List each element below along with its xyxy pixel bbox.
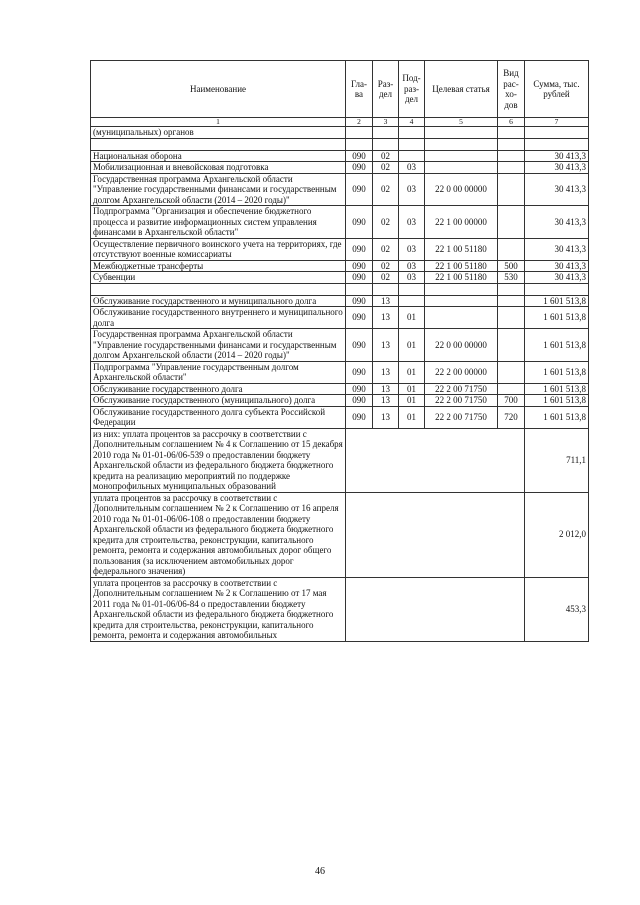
empty-cell xyxy=(346,492,525,577)
row-subsection: 03 xyxy=(399,260,425,272)
row-expense-type: 720 xyxy=(498,406,525,428)
row-chapter: 090 xyxy=(346,329,373,362)
row-chapter: 090 xyxy=(346,272,373,284)
empty-cell xyxy=(498,138,525,150)
index-cell: 2 xyxy=(346,118,373,127)
empty-cell xyxy=(399,127,425,139)
row-sum: 30 413,3 xyxy=(525,272,589,284)
row-section: 13 xyxy=(373,307,399,329)
row-name: Государственная программа Архангельской области "Управление государственными финансами и государственным долгом Архангельской области (2014 – 2020 годы)" xyxy=(91,329,346,362)
empty-cell xyxy=(373,283,399,295)
row-name: Обслуживание государственного внутреннего и муниципального долга xyxy=(91,307,346,329)
empty-cell xyxy=(399,283,425,295)
spacer-row xyxy=(91,138,589,150)
header-expense-type: Вид рас-хо-дов xyxy=(498,61,525,118)
index-cell: 1 xyxy=(91,118,346,127)
table-row xyxy=(91,162,589,174)
index-row xyxy=(91,118,589,127)
empty-cell xyxy=(346,577,525,641)
sub-item-sum: 453,3 xyxy=(525,577,589,641)
row-section: 02 xyxy=(373,238,399,260)
empty-cell xyxy=(346,138,373,150)
row-target-article: 22 2 00 71750 xyxy=(425,383,498,395)
row-expense-type xyxy=(498,238,525,260)
sub-item-sum: 2 012,0 xyxy=(525,492,589,577)
row-target-article xyxy=(425,162,498,174)
table-row xyxy=(91,173,589,206)
row-subsection: 01 xyxy=(399,329,425,362)
row-name: Государственная программа Архангельской области "Управление государственными финансами и государственным долгом Архангельской области (2014 – 2020 годы)" xyxy=(91,173,346,206)
header-name: Наименование xyxy=(91,61,346,118)
spacer-row xyxy=(91,283,589,295)
row-chapter: 090 xyxy=(346,406,373,428)
row-target-article: 22 1 00 51180 xyxy=(425,272,498,284)
row-section: 13 xyxy=(373,361,399,383)
row-target-article: 22 1 00 00000 xyxy=(425,206,498,239)
empty-cell xyxy=(346,127,373,139)
row-expense-type xyxy=(498,329,525,362)
index-cell: 7 xyxy=(525,118,589,127)
row-section: 13 xyxy=(373,329,399,362)
row-expense-type xyxy=(498,383,525,395)
row-chapter: 090 xyxy=(346,206,373,239)
empty-cell xyxy=(525,283,589,295)
row-subsection: 03 xyxy=(399,206,425,239)
row-chapter: 090 xyxy=(346,162,373,174)
table-row xyxy=(91,428,589,492)
row-sum: 1 601 513,8 xyxy=(525,329,589,362)
empty-cell xyxy=(425,138,498,150)
row-target-article: 22 2 00 71750 xyxy=(425,406,498,428)
header-sum: Сумма, тыс. рублей xyxy=(525,61,589,118)
row-section: 13 xyxy=(373,406,399,428)
row-expense-type xyxy=(498,307,525,329)
header-chapter: Гла-ва xyxy=(346,61,373,118)
row-section: 02 xyxy=(373,150,399,162)
row-subsection: 03 xyxy=(399,173,425,206)
empty-cell xyxy=(373,138,399,150)
row-section: 02 xyxy=(373,162,399,174)
row-subsection: 03 xyxy=(399,238,425,260)
table-row xyxy=(91,150,589,162)
table-body xyxy=(91,127,589,642)
index-cell: 4 xyxy=(399,118,425,127)
row-name: Подпрограмма "Управление государственным долгом Архангельской области" xyxy=(91,361,346,383)
row-sum: 30 413,3 xyxy=(525,173,589,206)
row-chapter: 090 xyxy=(346,307,373,329)
page-number: 46 xyxy=(315,866,325,877)
table-row xyxy=(91,577,589,641)
row-chapter: 090 xyxy=(346,395,373,407)
row-section: 02 xyxy=(373,173,399,206)
table-row xyxy=(91,492,589,577)
header-row xyxy=(91,61,589,118)
row-target-article: 22 2 00 71750 xyxy=(425,395,498,407)
row-sum: 30 413,3 xyxy=(525,260,589,272)
row-name: Подпрограмма "Организация и обеспечение бюджетного процесса и развитие информационных систем управления финансами в Архангельской области" xyxy=(91,206,346,239)
row-subsection: 03 xyxy=(399,162,425,174)
row-target-article: 22 0 00 00000 xyxy=(425,173,498,206)
table-row xyxy=(91,361,589,383)
row-sum: 1 601 513,8 xyxy=(525,395,589,407)
budget-table xyxy=(90,60,589,642)
empty-cell xyxy=(399,138,425,150)
table-row xyxy=(91,295,589,307)
empty-cell xyxy=(346,428,525,492)
row-section: 13 xyxy=(373,395,399,407)
row-expense-type xyxy=(498,295,525,307)
row-name: Обслуживание государственного долга субъекта Российской Федерации xyxy=(91,406,346,428)
row-expense-type: 500 xyxy=(498,260,525,272)
empty-cell xyxy=(425,283,498,295)
table-row xyxy=(91,272,589,284)
row-target-article: 22 1 00 51180 xyxy=(425,260,498,272)
row-subsection: 03 xyxy=(399,272,425,284)
row-sum: 1 601 513,8 xyxy=(525,361,589,383)
row-expense-type xyxy=(498,361,525,383)
table-row xyxy=(91,383,589,395)
row-expense-type: 530 xyxy=(498,272,525,284)
row-target-article xyxy=(425,150,498,162)
row-name: Осуществление первичного воинского учета на территориях, где отсутствуют военные комиссариаты xyxy=(91,238,346,260)
sub-item-text: уплата процентов за рассрочку в соответствии с Дополнительным соглашением № 2 к Соглашению от 16 апреля 2010 года № 01-01-06/06-108 о предоставлении бюджету Архангельской области из федерального бюджета бюджетного кредита для строительства, реконструкции, капитального ремонта, ремонта и содержания автомобильных дорог общего пользования (за исключением автомобильных дорог федерального значения) xyxy=(91,492,346,577)
row-section: 02 xyxy=(373,260,399,272)
row-chapter: 090 xyxy=(346,150,373,162)
empty-cell xyxy=(91,283,346,295)
row-chapter: 090 xyxy=(346,238,373,260)
continuation-text: (муниципальных) органов xyxy=(91,127,346,139)
empty-cell xyxy=(346,283,373,295)
row-target-article: 22 2 00 00000 xyxy=(425,361,498,383)
row-expense-type xyxy=(498,206,525,239)
table-row xyxy=(91,395,589,407)
row-subsection xyxy=(399,150,425,162)
sub-item-text: из них: уплата процентов за рассрочку в соответствии с Дополнительным соглашением № 4 к Соглашению от 15 декабря 2010 года № 01-01-06/06-539 о предоставлении бюджету Архангельской области из федерального бюджета бюджетного кредита на реализацию мероприятий по поддержке монопрофильных муниципальных образований xyxy=(91,428,346,492)
index-cell: 3 xyxy=(373,118,399,127)
row-subsection: 01 xyxy=(399,406,425,428)
table-row xyxy=(91,406,589,428)
table-row xyxy=(91,329,589,362)
index-cell: 5 xyxy=(425,118,498,127)
row-name: Обслуживание государственного и муниципального долга xyxy=(91,295,346,307)
row-sum: 1 601 513,8 xyxy=(525,295,589,307)
table-row xyxy=(91,260,589,272)
row-subsection: 01 xyxy=(399,307,425,329)
row-sum: 30 413,3 xyxy=(525,206,589,239)
table-row xyxy=(91,238,589,260)
row-sum: 30 413,3 xyxy=(525,162,589,174)
row-name: Межбюджетные трансферты xyxy=(91,260,346,272)
empty-cell xyxy=(498,127,525,139)
sub-item-sum: 711,1 xyxy=(525,428,589,492)
header-target-article: Целевая статья xyxy=(425,61,498,118)
row-name: Обслуживание государственного (муниципального) долга xyxy=(91,395,346,407)
row-chapter: 090 xyxy=(346,383,373,395)
row-chapter: 090 xyxy=(346,361,373,383)
row-section: 13 xyxy=(373,295,399,307)
row-expense-type: 700 xyxy=(498,395,525,407)
row-chapter: 090 xyxy=(346,295,373,307)
row-name: Мобилизационная и вневойсковая подготовка xyxy=(91,162,346,174)
row-expense-type xyxy=(498,162,525,174)
row-expense-type xyxy=(498,173,525,206)
empty-cell xyxy=(525,138,589,150)
table-row xyxy=(91,307,589,329)
sub-item-text: уплата процентов за рассрочку в соответствии с Дополнительным соглашением № 2 к Соглашению от 17 мая 2011 года № 01-01-06/06-84 о предоставлении бюджету Архангельской области из федерального бюджета бюджетного кредита для строительства, реконструкции, капитального ремонта, ремонта и содержания автомобильных xyxy=(91,577,346,641)
row-subsection: 01 xyxy=(399,361,425,383)
row-name: Обслуживание государственного долга xyxy=(91,383,346,395)
header-subsection: Под-раз-дел xyxy=(399,61,425,118)
row-target-article xyxy=(425,307,498,329)
row-name: Национальная оборона xyxy=(91,150,346,162)
table-row xyxy=(91,127,589,139)
header-section: Раз-дел xyxy=(373,61,399,118)
row-sum: 1 601 513,8 xyxy=(525,307,589,329)
row-section: 02 xyxy=(373,272,399,284)
row-subsection: 01 xyxy=(399,383,425,395)
row-chapter: 090 xyxy=(346,260,373,272)
row-sum: 30 413,3 xyxy=(525,150,589,162)
empty-cell xyxy=(525,127,589,139)
index-cell: 6 xyxy=(498,118,525,127)
empty-cell xyxy=(91,138,346,150)
empty-cell xyxy=(425,127,498,139)
row-name: Субвенции xyxy=(91,272,346,284)
empty-cell xyxy=(498,283,525,295)
row-section: 02 xyxy=(373,206,399,239)
row-sum: 1 601 513,8 xyxy=(525,406,589,428)
row-target-article: 22 1 00 51180 xyxy=(425,238,498,260)
empty-cell xyxy=(373,127,399,139)
row-subsection: 01 xyxy=(399,395,425,407)
row-target-article xyxy=(425,295,498,307)
row-sum: 1 601 513,8 xyxy=(525,383,589,395)
row-expense-type xyxy=(498,150,525,162)
row-target-article: 22 0 00 00000 xyxy=(425,329,498,362)
row-subsection xyxy=(399,295,425,307)
row-chapter: 090 xyxy=(346,173,373,206)
row-sum: 30 413,3 xyxy=(525,238,589,260)
row-section: 13 xyxy=(373,383,399,395)
table-row xyxy=(91,206,589,239)
